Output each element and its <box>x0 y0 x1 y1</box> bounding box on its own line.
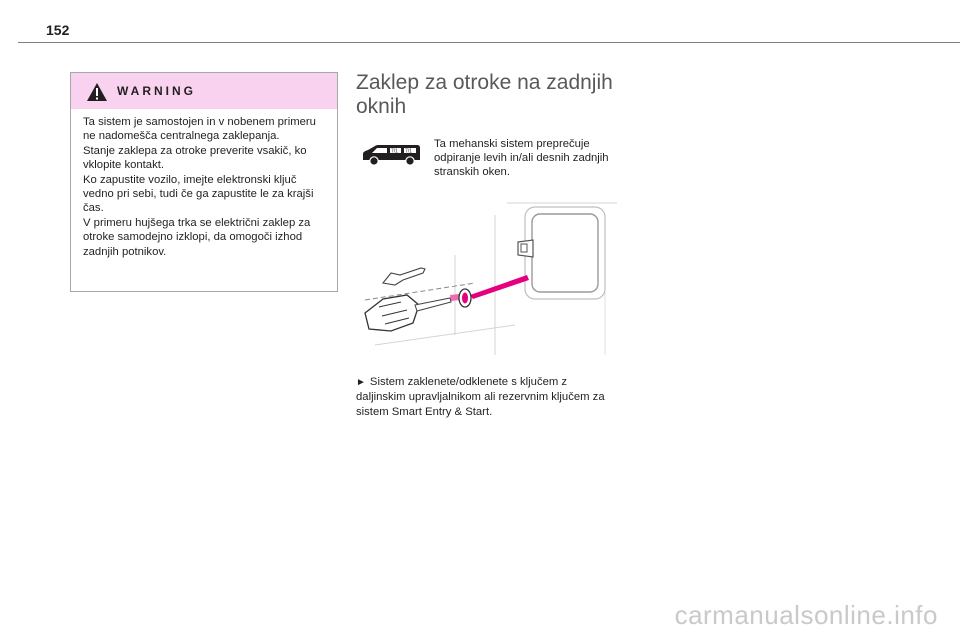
warning-header <box>71 73 337 109</box>
page-number: 152 <box>46 22 70 38</box>
header-rule <box>18 42 960 43</box>
van-icon <box>360 143 422 167</box>
warning-body <box>71 109 337 259</box>
svg-text:7/1: 7/1 <box>405 148 412 155</box>
step-bullet: ► <box>356 377 366 388</box>
warning-paragraph: Ta sistem je samostojen in v nobenem primeru ne nadomešča centralnega zaklepanja. <box>83 116 316 143</box>
section-title: Zaklep za otroke na zadnjih oknih <box>356 71 613 118</box>
watermark: carmanualsonline.info <box>674 600 938 630</box>
child-lock-illustration <box>355 195 617 360</box>
warning-box <box>70 72 338 292</box>
warning-paragraph: Ko zapustite vozilo, imejte elektronski ključ vedno pri sebi, tudi če ga zapustite le za krajši čas. <box>83 173 314 215</box>
warning-paragraph: V primeru hujšega trka se električni zaklep za otroke samodejno izklopi, da omogoči izhod zadnjih potnikov. <box>83 216 311 258</box>
step-instruction: Sistem zaklenete/odklenete s ključem z daljinskim upravljalnikom ali rezervnim ključem za sistem Smart Entry & Start. <box>356 376 605 418</box>
warning-title: WARNING <box>117 84 196 98</box>
step-text <box>356 375 618 419</box>
warning-triangle-icon <box>86 82 108 102</box>
intro-text: Ta mehanski sistem preprečuje odpiranje levih in/ali desnih zadnjih stranskih oken. <box>434 138 609 179</box>
svg-text:7/1: 7/1 <box>391 148 398 155</box>
warning-paragraph: Stanje zaklepa za otroke preverite vsakič, ko vklopite kontakt. <box>83 144 307 172</box>
